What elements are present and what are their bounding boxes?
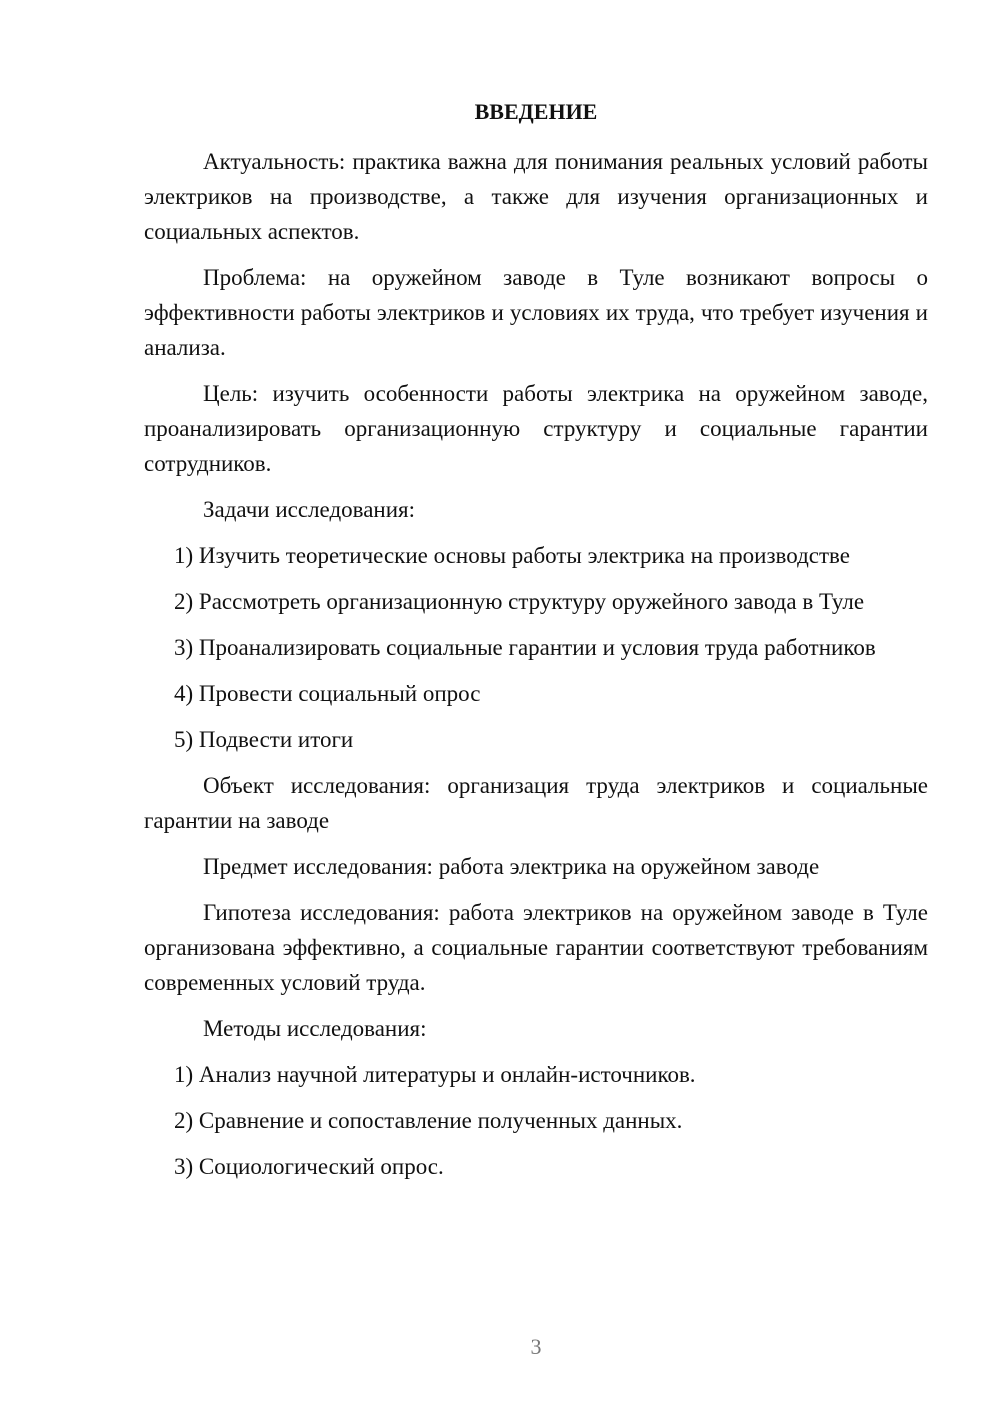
hypothesis-paragraph: Гипотеза исследования: работа электриков на оружейном заводе в Туле организована эффективно, а социальные гарантии соответствуют требованиям современных условий труда.	[144, 900, 928, 995]
subject-paragraph: Предмет исследования: работа электрика на оружейном заводе	[203, 854, 820, 879]
methods-heading: Методы исследования:	[203, 1016, 427, 1041]
method-item: 1) Анализ научной литературы и онлайн-источников.	[174, 1062, 696, 1087]
page-number: 3	[530, 1334, 542, 1359]
task-item: 5) Подвести итоги	[174, 727, 354, 752]
tasks-heading: Задачи исследования:	[203, 497, 416, 522]
goal-paragraph: Цель: изучить особенности работы электрика на оружейном заводе, проанализировать организационную структуру и социальные гарантии сотрудников.	[144, 381, 928, 476]
task-item: 4) Провести социальный опрос	[174, 681, 481, 706]
relevance-paragraph: Актуальность: практика важна для понимания реальных условий работы электриков на производстве, а также для изучения организационных и социальных аспектов.	[144, 149, 928, 244]
problem-paragraph: Проблема: на оружейном заводе в Туле возникают вопросы о эффективности работы электриков и условиях их труда, что требует изучения и анализа.	[144, 265, 928, 360]
page-content	[144, 96, 928, 1195]
method-item: 2) Сравнение и сопоставление полученных данных.	[174, 1108, 683, 1133]
object-paragraph: Объект исследования: организация труда электриков и социальные гарантии на заводе	[144, 773, 928, 833]
method-item: 3) Социологический опрос.	[174, 1154, 444, 1179]
task-item: 1) Изучить теоретические основы работы электрика на производстве	[174, 543, 850, 568]
task-item: 2) Рассмотреть организационную структуру оружейного завода в Туле	[174, 589, 865, 614]
task-item: 3) Проанализировать социальные гарантии и условия труда работников	[174, 635, 876, 660]
section-title: ВВЕДЕНИЕ	[474, 99, 598, 124]
